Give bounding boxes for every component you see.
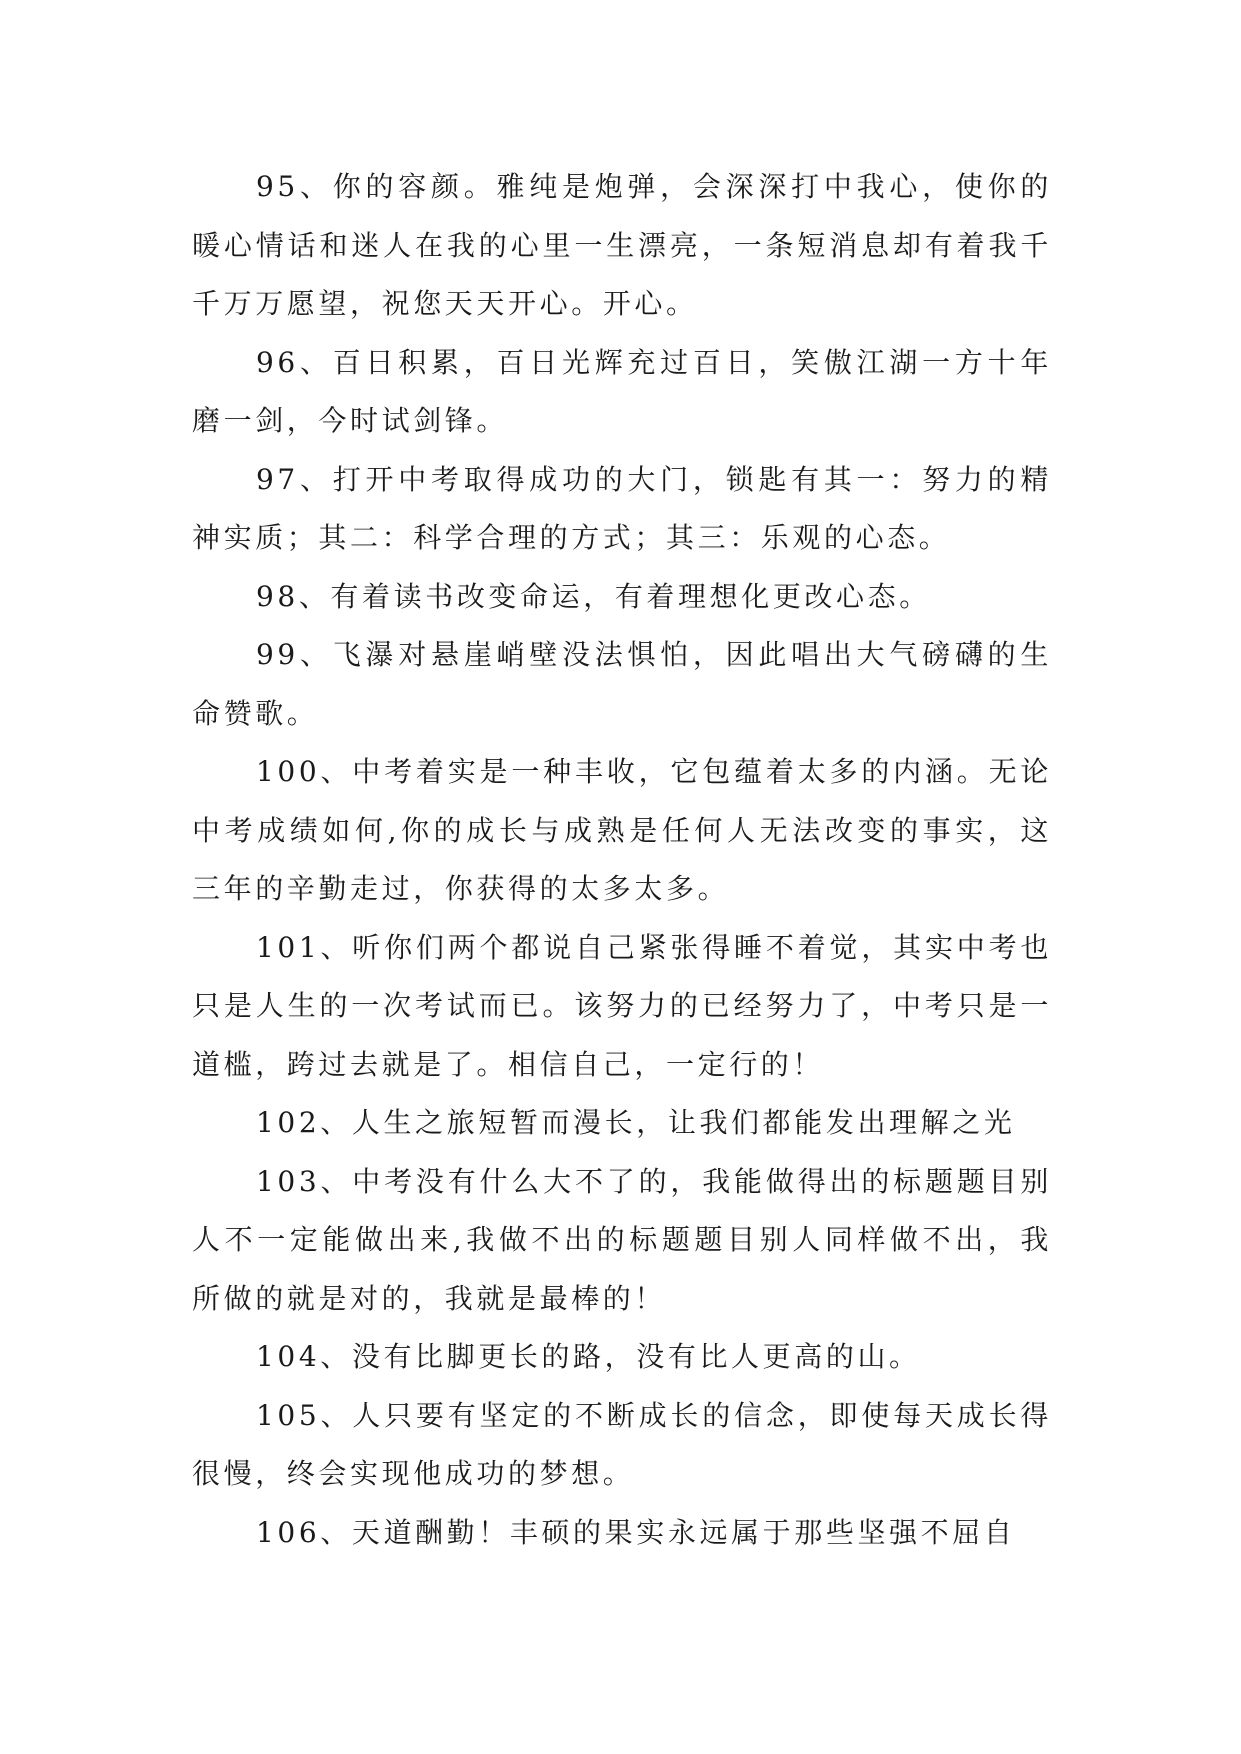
paragraph-102: 102、人生之旅短暂而漫长，让我们都能发出理解之光 — [256, 1106, 1016, 1139]
paragraph-101: 101、听你们两个都说自己紧张得睡不着觉，其实中考也只是人生的一次考试而已。该努力的已经努力了，中考只是一道槛，跨过去就是了。相信自己，一定行的！ — [192, 930, 1052, 1081]
paragraph-106: 106、天道酬勤！丰硕的果实永远属于那些坚强不屈自 — [256, 1515, 1016, 1549]
paragraph-103: 103、中考没有什么大不了的，我能做得出的标题题目别人不一定能做出来,我做不出的标题题目别人同样做不出，我所做的就是对的，我就是最棒的！ — [192, 1164, 1052, 1315]
paragraph-100: 100、中考着实是一种丰收，它包蕴着太多的内涵。无论中考成绩如何,你的成长与成熟是任何人无法改变的事实，这三年的辛勤走过，你获得的太多太多。 — [192, 755, 1052, 905]
document-body — [192, 158, 1052, 1562]
paragraph-105: 105、人只要有坚定的不断成长的信念，即使每天成长得很慢，终会实现他成功的梦想。 — [192, 1398, 1052, 1490]
paragraph-97: 97、打开中考取得成功的大门，锁匙有其一：努力的精神实质；其二：科学合理的方式；其三：乐观的心态。 — [192, 462, 1052, 554]
paragraph-98: 98、有着读书改变命运，有着理想化更改心态。 — [256, 579, 931, 613]
paragraph-99: 99、飞瀑对悬崖峭壁没法惧怕，因此唱出大气磅礴的生命赞歌。 — [192, 638, 1052, 730]
paragraph-96: 96、百日积累，百日光辉充过百日，笑傲江湖一方十年磨一剑，今时试剑锋。 — [192, 345, 1052, 437]
paragraph-104: 104、没有比脚更长的路，没有比人更高的山。 — [256, 1340, 921, 1373]
paragraph-95: 95、你的容颜。雅纯是炮弹，会深深打中我心，使你的暖心情话和迷人在我的心里一生漂亮，一条短消息却有着我千千万万愿望，祝您天天开心。开心。 — [192, 170, 1052, 320]
